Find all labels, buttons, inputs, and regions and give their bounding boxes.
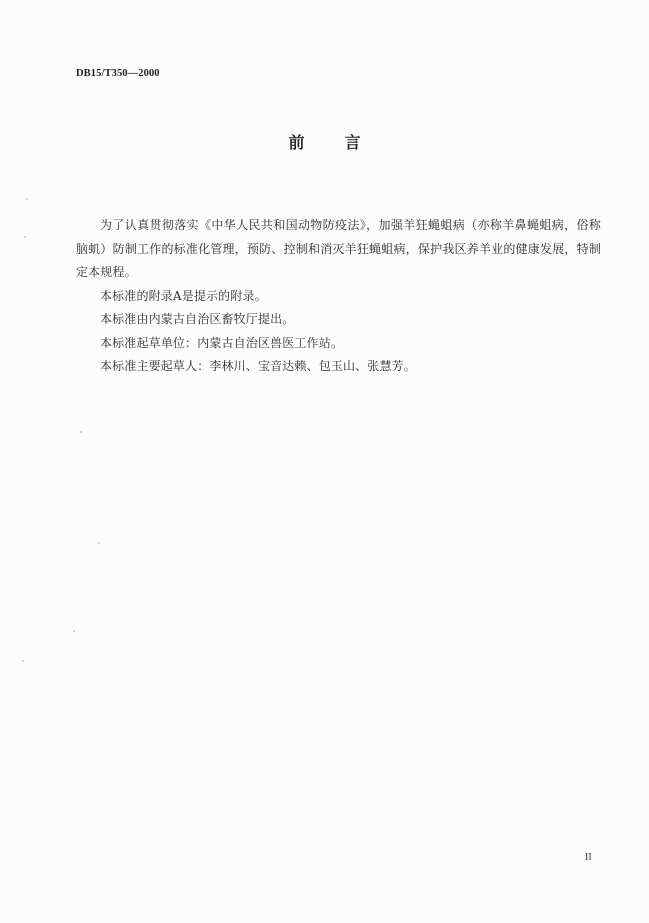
scan-speck	[98, 542, 100, 544]
paragraph-drafting-unit: 本标准起草单位：内蒙古自治区兽医工作站。	[100, 335, 344, 350]
page-title-char-2: 言	[344, 133, 361, 152]
standard-code: DB15/T350—2000	[76, 68, 160, 79]
page-title	[0, 130, 649, 153]
scan-speck	[73, 630, 75, 632]
scan-speck	[22, 660, 24, 662]
paragraph-drafters: 本标准主要起草人：李林川、宝音达赖、包玉山、张慧芳。	[100, 359, 416, 373]
paragraph-proposer: 本标准由内蒙古自治区畜牧厅提出。	[100, 312, 295, 326]
scan-speck	[80, 431, 82, 433]
page-number: II	[585, 852, 592, 863]
paragraph-purpose: 为了认真贯彻落实《中华人民共和国动物防疫法》，加强羊狂蝇蛆病（亦称羊鼻蝇蛆病，俗称脑虮）防制工作的标准化管理，预防、控制和消灭羊狂蝇蛆病，保护我区养羊业的健康发展，特制定本规程。	[76, 218, 601, 279]
page-title-char-1: 前	[288, 133, 305, 152]
scan-speck	[26, 198, 28, 200]
paragraph-appendix: 本标准的附录A是提示的附录。	[100, 288, 267, 303]
scan-speck	[24, 236, 26, 238]
foreword-body	[76, 214, 601, 379]
